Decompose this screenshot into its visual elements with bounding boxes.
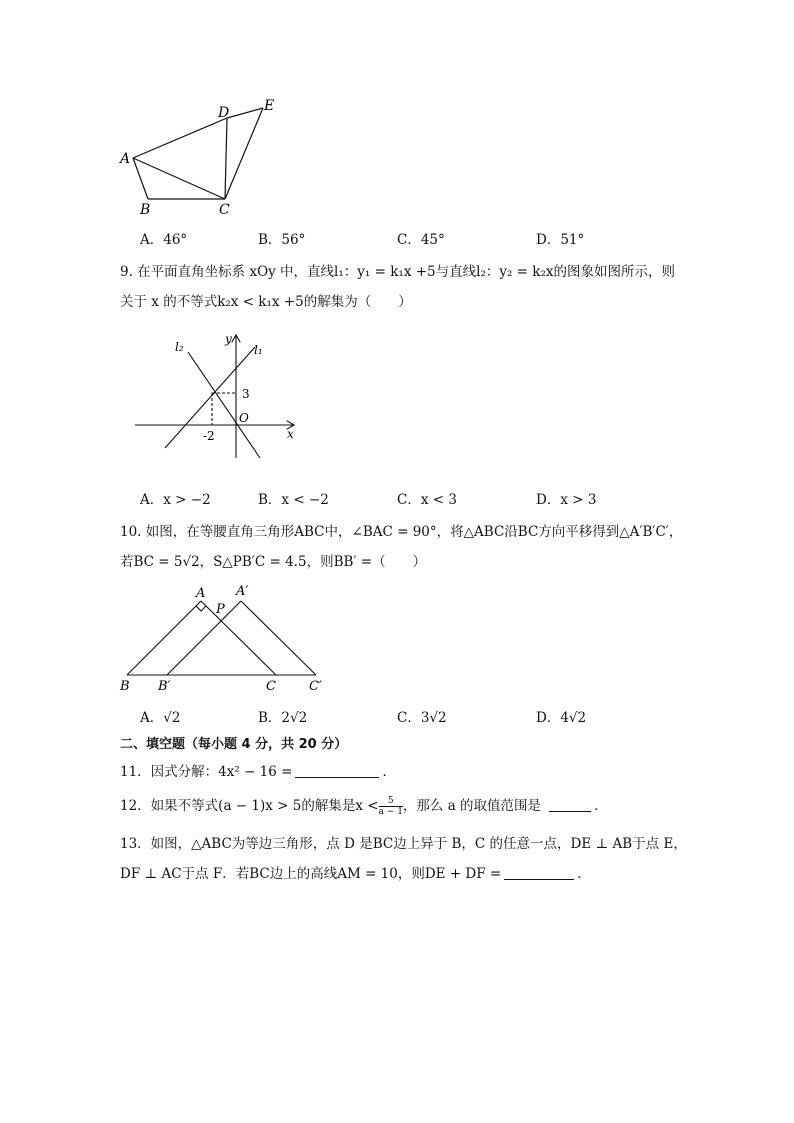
label-O: O <box>239 411 249 425</box>
q13-stem-line2 <box>120 862 591 882</box>
q10-option-c[interactable]: C．3√2 <box>397 710 447 726</box>
q10-option-d[interactable]: D．4√2 <box>536 710 587 726</box>
segment-AC <box>201 601 276 675</box>
segment-AD <box>133 118 227 158</box>
q9-stem-line1: 9. 在平面直角坐标系 xOy 中，直线l₁：y₁ = k₁x +5与直线l₂：y₂ = k₂x的图象如图所示，则 <box>120 264 675 280</box>
q13-end: ． <box>577 866 591 882</box>
q8-option-c[interactable]: C．45° <box>397 232 445 248</box>
segment-DC <box>225 118 227 199</box>
q10-option-a[interactable]: A．√2 <box>140 710 181 726</box>
label-B: B <box>120 679 130 694</box>
q11-answer-blank[interactable] <box>295 763 379 778</box>
q12-frac-denominator: a − 1 <box>378 807 403 817</box>
q9-stem-line2: 关于 x 的不等式k₂x < k₁x +5的解集为（ ） <box>120 294 412 310</box>
q12-answer-blank[interactable] <box>549 797 591 812</box>
q12-fraction <box>379 796 403 817</box>
segment-DE <box>227 108 263 118</box>
q9-option-a[interactable]: A．x > −2 <box>140 492 211 508</box>
label-P: P <box>216 602 225 617</box>
q12-line <box>120 794 608 817</box>
q9-option-b[interactable]: B．x < −2 <box>258 492 329 508</box>
right-angle-mark <box>196 606 206 611</box>
point-label-B: B <box>140 202 151 218</box>
point-label-E: E <box>264 98 275 114</box>
q8-options <box>140 228 620 246</box>
q9-option-d[interactable]: D．x > 3 <box>536 492 597 508</box>
q9-options <box>140 488 620 506</box>
q10-stem-line2: 若BC = 5√2，S△PB′C = 4.5，则BB′ =（ ） <box>120 554 427 570</box>
label-neg2: -2 <box>203 429 215 443</box>
q10-figure <box>115 578 335 698</box>
label-l1: l₁ <box>254 343 263 357</box>
q12-text-before: 12．如果不等式(a − 1)x > 5的解集是x < <box>120 798 379 814</box>
line-l2 <box>188 352 260 458</box>
q13-text: DF ⊥ AC于点 F．若BC边上的高线AM = 10，则DE + DF = <box>120 866 502 882</box>
q8-figure <box>115 95 285 220</box>
q12-frac-numerator: 5 <box>379 796 403 807</box>
segment-AB <box>127 601 201 675</box>
point-label-D: D <box>218 105 230 121</box>
segment-ApCp <box>241 601 316 675</box>
segment-ApBp <box>167 601 241 675</box>
q13-stem-line1: 13．如图，△ABC为等边三角形，点 D 是BC边上异于 B，C 的任意一点，DE ⊥ AB于点 E， <box>120 836 687 852</box>
label-y: y <box>225 332 232 346</box>
label-B-prime: B′ <box>158 679 171 694</box>
q12-end: ． <box>594 798 608 814</box>
q9-option-c[interactable]: C．x < 3 <box>397 492 457 508</box>
q8-option-d[interactable]: D．51° <box>536 232 585 248</box>
q10-stem-line1: 10. 如图，在等腰直角三角形ABC中，∠BAC = 90°，将△ABC沿BC方向平移得到△A′B′C′， <box>120 524 683 540</box>
label-C-prime: C′ <box>309 679 322 694</box>
point-label-A: A <box>120 151 131 167</box>
q13-answer-blank[interactable] <box>504 865 574 880</box>
q8-option-a[interactable]: A．46° <box>140 232 188 248</box>
q11-text: 11．因式分解：4x² − 16 = <box>120 764 293 780</box>
label-3: 3 <box>242 387 250 401</box>
label-l2: l₂ <box>175 340 184 354</box>
point-label-C: C <box>219 202 230 218</box>
q8-option-b[interactable]: B．56° <box>258 232 306 248</box>
section-heading-fill-in: 二、填空题（每小题 4 分，共 20 分） <box>120 737 348 752</box>
segment-EC <box>225 108 263 199</box>
q11-end: ． <box>382 764 396 780</box>
label-A: A <box>196 586 206 601</box>
q10-options <box>140 706 620 724</box>
label-C: C <box>266 679 276 694</box>
q12-text-after: ，那么 a 的取值范围是 <box>402 798 542 814</box>
segment-AC <box>133 158 225 199</box>
label-x: x <box>287 427 294 441</box>
q10-option-b[interactable]: B．2√2 <box>258 710 308 726</box>
q11-line <box>120 760 396 780</box>
label-A-prime: A′ <box>236 584 249 599</box>
q9-figure <box>125 330 305 465</box>
